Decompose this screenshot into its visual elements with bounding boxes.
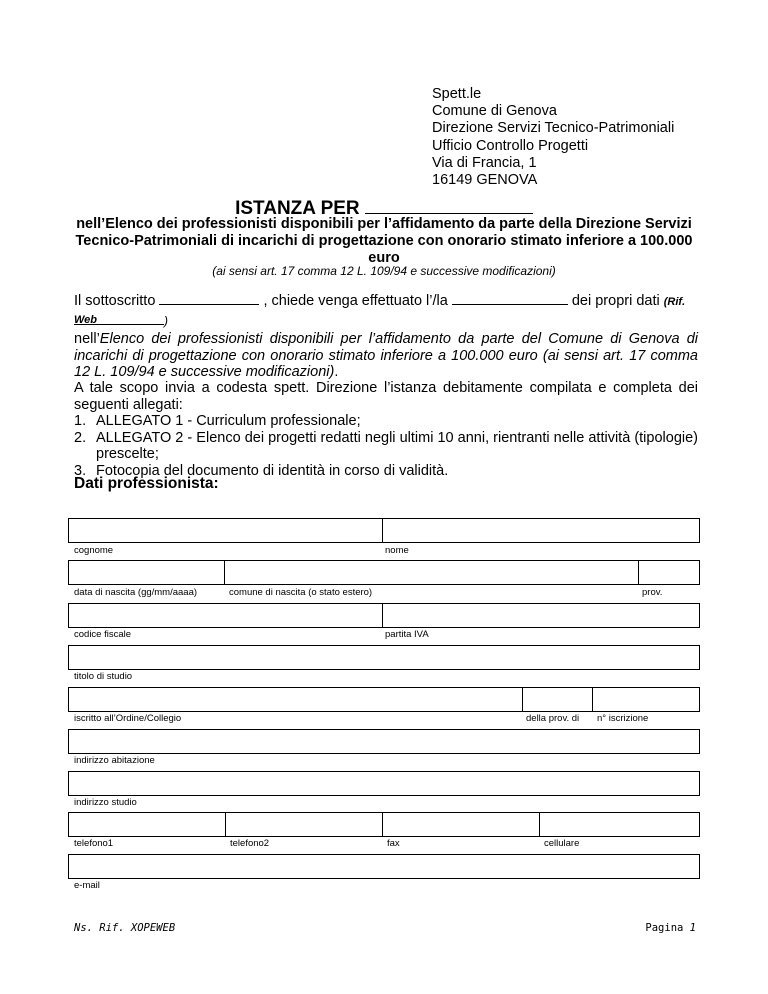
data-nascita-field[interactable] [68,560,225,585]
legal-note: (ai sensi art. 17 comma 12 L. 109/94 e successive modificazioni) [212,264,556,278]
comune-nascita-label: comune di nascita (o stato estero) [229,587,373,598]
prov-label: prov. [642,587,663,598]
email-field[interactable] [68,854,700,879]
nome-field[interactable] [382,518,700,543]
codice-fiscale-field[interactable] [68,603,383,628]
declaration-text: dei propri dati [571,293,660,309]
partita-iva-field[interactable] [382,603,700,628]
page-number [645,922,696,934]
n-iscrizione-label: n° iscrizione [597,713,649,724]
elenco-suffix: . [334,364,339,380]
ordine-prov-field[interactable] [522,687,593,712]
elenco-italic-text: Elenco dei professionisti disponibili per l’affidamento da parte del Comune di Genova di incarichi di progettazione con onorario stimato inferiore a 100.000 euro (ai sensi art. 17 comma 12 L. 109/94 e successive modificazioni) [74,331,698,380]
attachment-item: 1. ALLEGATO 1 - Curriculum professionale; [74,413,361,429]
attachment-item: 2. ALLEGATO 2 - Elenco dei progetti redatti negli ultimi 10 anni, rientranti nelle attività (tipologie) prescelte; [74,429,698,462]
n-iscrizione-field[interactable] [592,687,700,712]
fax-field[interactable] [382,812,540,837]
data-nascita-label: data di nascita (gg/mm/aaaa) [74,587,198,598]
address-line: Comune di Genova [432,103,557,120]
cognome-label: cognome [74,545,114,556]
email-label: e-mail [74,880,100,891]
page-num: 1 [689,922,696,934]
titolo-studio-field[interactable] [68,645,700,670]
comune-nascita-field[interactable] [224,560,639,585]
rif-web-line [74,312,698,330]
cellulare-label: cellulare [544,838,580,849]
rif-web-label: (Rif. Web [74,296,686,326]
address-line: Spett.le [432,86,482,102]
indirizzo-abitazione-field[interactable] [68,729,700,754]
declaration-text: Il sottoscritto [74,293,156,309]
cellulare-field[interactable] [539,812,700,837]
address-line: 16149 GENOVA [432,172,538,189]
elenco-paragraph [74,331,698,381]
cognome-field[interactable] [68,518,383,543]
page-label: Pagina [645,922,684,934]
ordine-collegio-field[interactable] [68,687,523,712]
elenco-prefix: nell’ [74,331,100,347]
telefono2-field[interactable] [225,812,383,837]
address-line: Ufficio Controllo Progetti [432,137,589,154]
title-blank-line[interactable] [365,196,533,214]
declaration-text: , chiede venga effettuato l’/la [263,293,448,309]
titolo-studio-label: titolo di studio [74,671,133,682]
nome-label: nome [385,545,409,556]
telefono1-label: telefono1 [74,838,114,849]
footer-reference: Ns. Rif. XOPEWEB [74,922,176,934]
della-prov-label: della prov. di [526,713,580,724]
indirizzo-abitazione-label: indirizzo abitazione [74,755,155,766]
telefono2-label: telefono2 [230,838,270,849]
iscritto-label: iscritto all’Ordine/Collegio [74,713,182,724]
telefono1-field[interactable] [68,812,226,837]
recipient-address [432,86,674,189]
title-text: ISTANZA PER [235,198,360,219]
attachments-intro: A tale scopo invia a codesta spett. Direzione l’istanza debitamente compilata e completa dei seguenti allegati: [74,380,698,413]
indirizzo-studio-label: indirizzo studio [74,797,137,808]
codice-fiscale-label: codice fiscale [74,629,132,640]
attachment-item: 3. Fotocopia del documento di identità in corso di validità. [74,462,449,479]
fax-label: fax [387,838,400,849]
name-blank-line[interactable] [159,292,259,305]
document-subtitle: nell’Elenco dei professionisti disponibili per l’affidamento da parte della Direzione Servizi Tecnico-Patrimoniali di incarichi di progettazione con onorario stimato inferiore a 100.000 euro [75,216,693,266]
address-line: Via di Francia, 1 [432,154,537,171]
rif-close: ) [164,314,168,328]
action-blank-line[interactable] [452,292,568,305]
address-line: Direzione Servizi Tecnico-Patrimoniali [432,120,675,137]
prov-nascita-field[interactable] [638,560,700,585]
indirizzo-studio-field[interactable] [68,771,700,796]
rif-web-blank-line[interactable] [74,312,164,325]
attachments-list [74,413,698,479]
section-title: Dati professionista: [74,475,219,492]
partita-iva-label: partita IVA [385,629,429,640]
